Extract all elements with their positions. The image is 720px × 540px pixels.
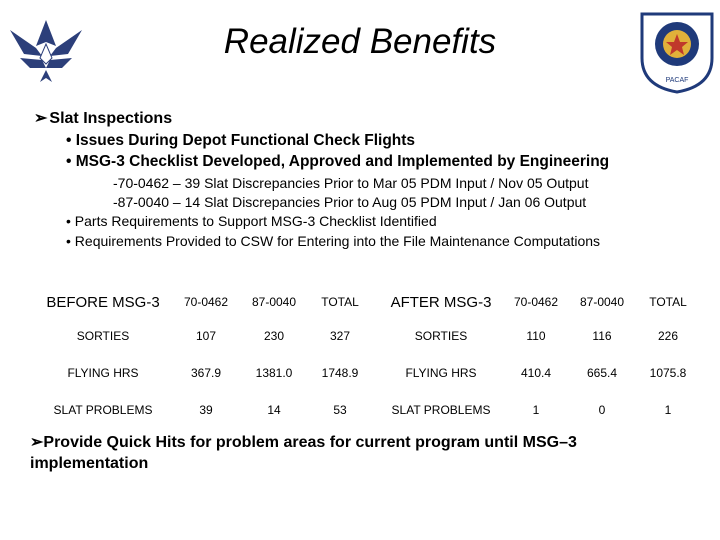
- table-cell: 116: [592, 328, 612, 343]
- aircraft-0040-line: -87-0040 – 14 Slat Discrepancies Prior to Aug 05 PDM Input / Jan 06 Output: [113, 194, 587, 210]
- table-cell: SLAT PROBLEMS: [391, 402, 491, 417]
- msg3-line: • MSG-3 Checklist Developed, Approved and Implemented by Engineering: [66, 153, 610, 170]
- table-cell: 665.4: [586, 365, 618, 380]
- table-cell: 110: [526, 328, 546, 343]
- table-row: [379, 317, 701, 354]
- table-row: [379, 354, 701, 391]
- table-cell: 327: [329, 328, 351, 343]
- arrow-bullet-icon: ➢: [30, 434, 44, 451]
- page-title: Realized Benefits: [223, 22, 497, 61]
- table-cell: 1075.8: [649, 365, 687, 380]
- table-cell: 410.4: [520, 365, 552, 380]
- requirements-provided-line: • Requirements Provided to CSW for Entering into the File Maintenance Computations: [66, 233, 601, 249]
- table-row: [34, 391, 372, 428]
- parts-requirements-line: • Parts Requirements to Support MSG-3 Checklist Identified: [66, 213, 437, 229]
- table-header-row: [34, 287, 372, 317]
- table-header-cell: 87-0040: [251, 295, 297, 309]
- table-cell: 230: [263, 328, 285, 343]
- table-cell: SORTIES: [414, 328, 468, 343]
- table-header-cell: TOTAL: [649, 295, 687, 309]
- table-header-cell: AFTER MSG-3: [390, 293, 492, 311]
- after-msg3-table: [379, 287, 701, 428]
- table-cell: 14: [267, 402, 281, 417]
- table-header-row: [379, 287, 701, 317]
- quick-hits-bullet: [30, 432, 670, 474]
- slat-inspections-label: Slat Inspections: [49, 110, 173, 127]
- aircraft-0462-line: -70-0462 – 39 Slat Discrepancies Prior to Mar 05 PDM Input / Nov 05 Output: [113, 175, 589, 191]
- arrow-bullet-icon: ➢: [34, 110, 48, 127]
- table-cell: 1381.0: [255, 365, 293, 380]
- quick-hits-text: Provide Quick Hits for problem areas for current program until MSG–3 implementation: [30, 434, 577, 472]
- table-cell: 0: [598, 402, 606, 417]
- table-row: [379, 391, 701, 428]
- seal-text: PACAF: [665, 77, 689, 84]
- table-header-cell: BEFORE MSG-3: [46, 293, 160, 311]
- table-cell: 1: [664, 402, 672, 417]
- table-cell: 1: [532, 402, 540, 417]
- table-cell: 1748.9: [321, 365, 359, 380]
- table-header-cell: 70-0462: [513, 295, 559, 309]
- table-row: [34, 354, 372, 391]
- table-cell: SLAT PROBLEMS: [53, 402, 153, 417]
- before-msg3-table: [34, 287, 372, 428]
- table-cell: 226: [657, 328, 679, 343]
- table-header-cell: 70-0462: [183, 295, 229, 309]
- table-cell: 53: [333, 402, 347, 417]
- table-cell: 39: [199, 402, 213, 417]
- table-cell: FLYING HRS: [405, 365, 477, 380]
- table-header-cell: TOTAL: [321, 295, 359, 309]
- table-cell: 367.9: [190, 365, 222, 380]
- slat-inspections-bullet: [34, 108, 172, 128]
- table-header-cell: 87-0040: [579, 295, 625, 309]
- table-cell: FLYING HRS: [67, 365, 139, 380]
- table-cell: SORTIES: [76, 328, 130, 343]
- issues-line: • Issues During Depot Functional Check Flights: [66, 132, 416, 149]
- table-cell: 107: [195, 328, 217, 343]
- table-row: [34, 317, 372, 354]
